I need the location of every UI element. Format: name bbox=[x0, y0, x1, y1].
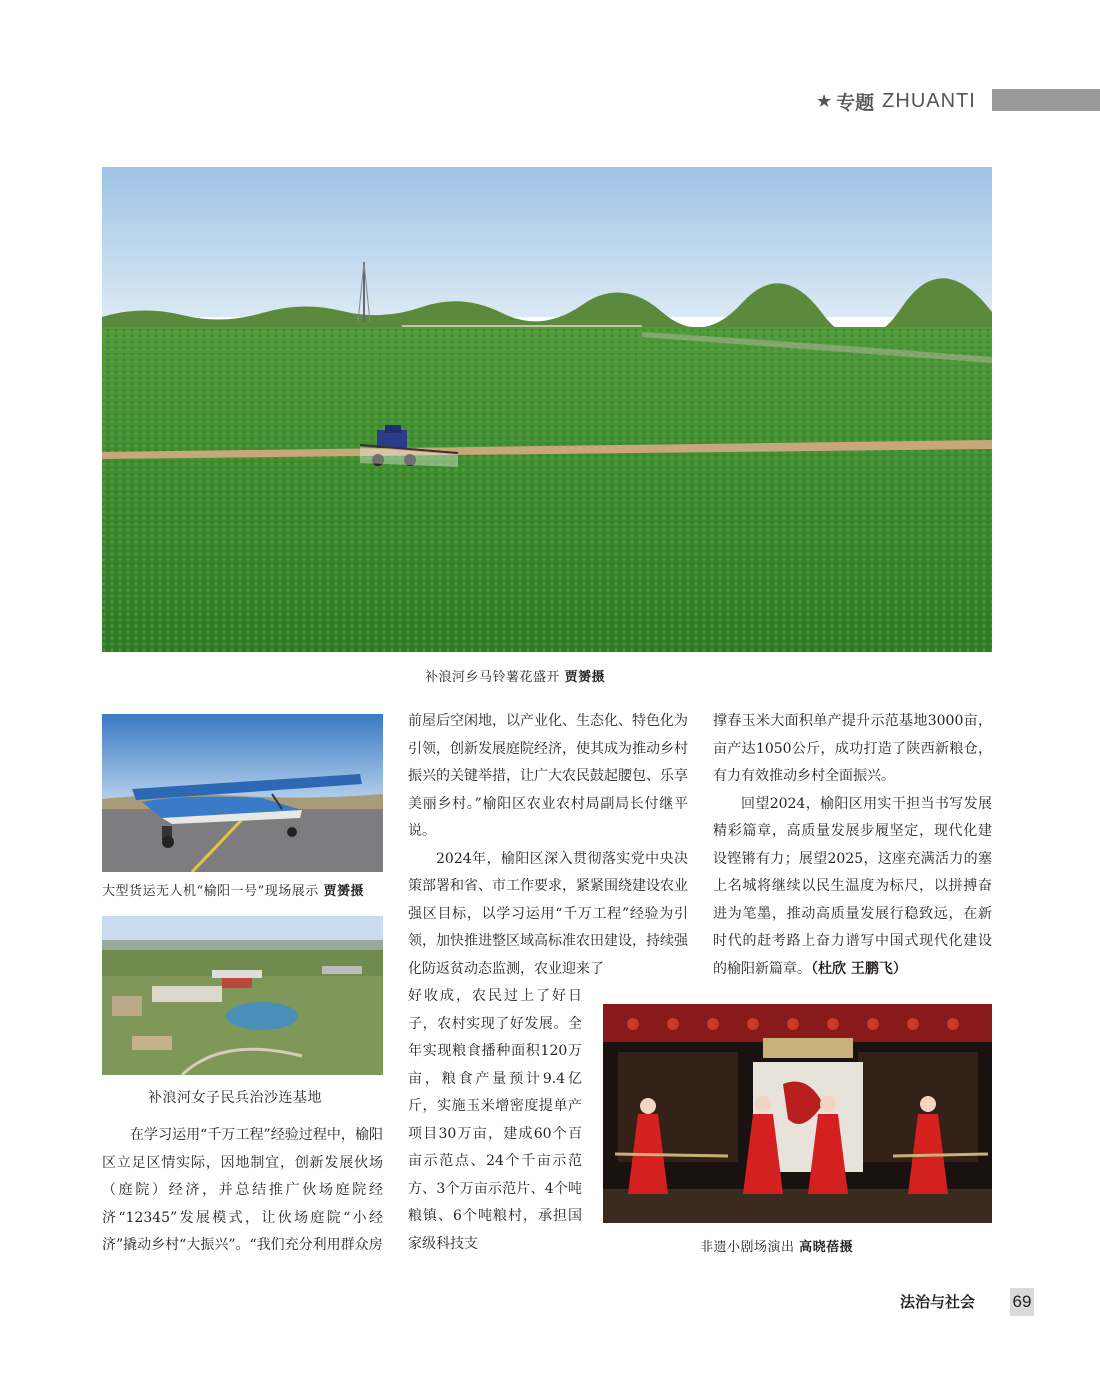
paragraph-text: 回望2024，榆阳区用实干担当书写发展精彩篇章，高质量发展步履坚定，现代化建设铿锵有力；展望2025，这座充满活力的塞上名城将继续以民生温度为标尺，以拼搏奋进为笔墨，推动高质量发展行稳致远，在新时代的赶考路上奋力谱写中国式现代化建设的榆阳新篇章。 bbox=[713, 795, 992, 977]
potato-field-image bbox=[102, 167, 992, 652]
magazine-title: 法治与社会 bbox=[900, 1293, 976, 1311]
base-aerial-image bbox=[102, 916, 383, 1075]
drone-caption-text: 大型货运无人机“榆阳一号”现场展示 bbox=[102, 884, 319, 899]
paragraph bbox=[713, 791, 992, 984]
theater-caption-credit: 高晓蓓摄 bbox=[799, 1240, 854, 1255]
base-caption-text: 补浪河女子民兵治沙连基地 bbox=[148, 1090, 322, 1106]
paragraph: 好收成，农民过上了好日子，农村实现了好发展。全年实现粮食播种面积120万亩，粮食产量预计9.4亿斤，实施玉米增密度提单产项目30万亩，建成60个百亩示范点、24个千亩示范方、3个万亩示范片、4个吨粮镇、6个吨粮村，承担国家级科技支 bbox=[408, 988, 582, 1252]
paragraph: 撑春玉米大面积单产提升示范基地3000亩，亩产达1050公斤，成功打造了陕西新粮仓，有力有效推动乡村全面振兴。 bbox=[713, 713, 992, 784]
article-column-2-bottom bbox=[408, 983, 582, 1258]
section-title-en: ZHUANTI bbox=[882, 89, 976, 112]
paragraph: 在学习运用“千万工程”经验过程中，榆阳区立足区情实际，因地制宜，创新发展伙场（庭院）经济，并总结推广伙场庭院经济“12345”发展模式，让伙场庭院“小经济”撬动乡村“大振兴”。“我们充分利用群众房 bbox=[102, 1127, 383, 1253]
article-column-3 bbox=[713, 708, 992, 983]
drone-photo-caption bbox=[102, 880, 364, 899]
header-bar bbox=[992, 89, 1100, 111]
base-photo bbox=[102, 916, 383, 1075]
theater-photo-caption bbox=[700, 1236, 853, 1255]
section-title-cn: 专题 bbox=[836, 91, 875, 114]
star-icon: ★ bbox=[816, 90, 833, 112]
base-photo-caption bbox=[148, 1087, 322, 1107]
article-column-1 bbox=[102, 1122, 383, 1260]
theater-image bbox=[603, 1004, 992, 1223]
main-photo-potato-field bbox=[102, 167, 992, 652]
section-header bbox=[816, 86, 976, 116]
main-photo-caption bbox=[425, 666, 605, 685]
drone-photo bbox=[102, 714, 383, 872]
drone-image bbox=[102, 714, 383, 872]
paragraph: 前屋后空闲地，以产业化、生态化、特色化为引领，创新发展庭院经济，使其成为推动乡村振兴的关键举措，让广大农民鼓起腰包、乐享美丽乡村。”榆阳区农业农村局副局长付继平说。 bbox=[408, 713, 688, 839]
theater-caption-text: 非遗小剧场演出 bbox=[700, 1240, 795, 1255]
author-signature: （杜欣 王鹏飞） bbox=[811, 960, 907, 977]
main-caption-text: 补浪河乡马铃薯花盛开 bbox=[425, 670, 561, 685]
article-column-2-top bbox=[408, 708, 688, 983]
main-caption-credit: 贾赟摄 bbox=[564, 670, 606, 685]
theater-photo bbox=[603, 1004, 992, 1223]
paragraph: 2024年，榆阳区深入贯彻落实党中央决策部署和省、市工作要求，紧紧围绕建设农业强区目标，以学习运用“千万工程”经验为引领，加快推进整区域高标准农田建设，持续强化防返贫动态监测，农业迎来了 bbox=[408, 850, 688, 977]
page-number: 69 bbox=[1010, 1288, 1034, 1316]
drone-caption-credit: 贾赟摄 bbox=[323, 884, 364, 899]
